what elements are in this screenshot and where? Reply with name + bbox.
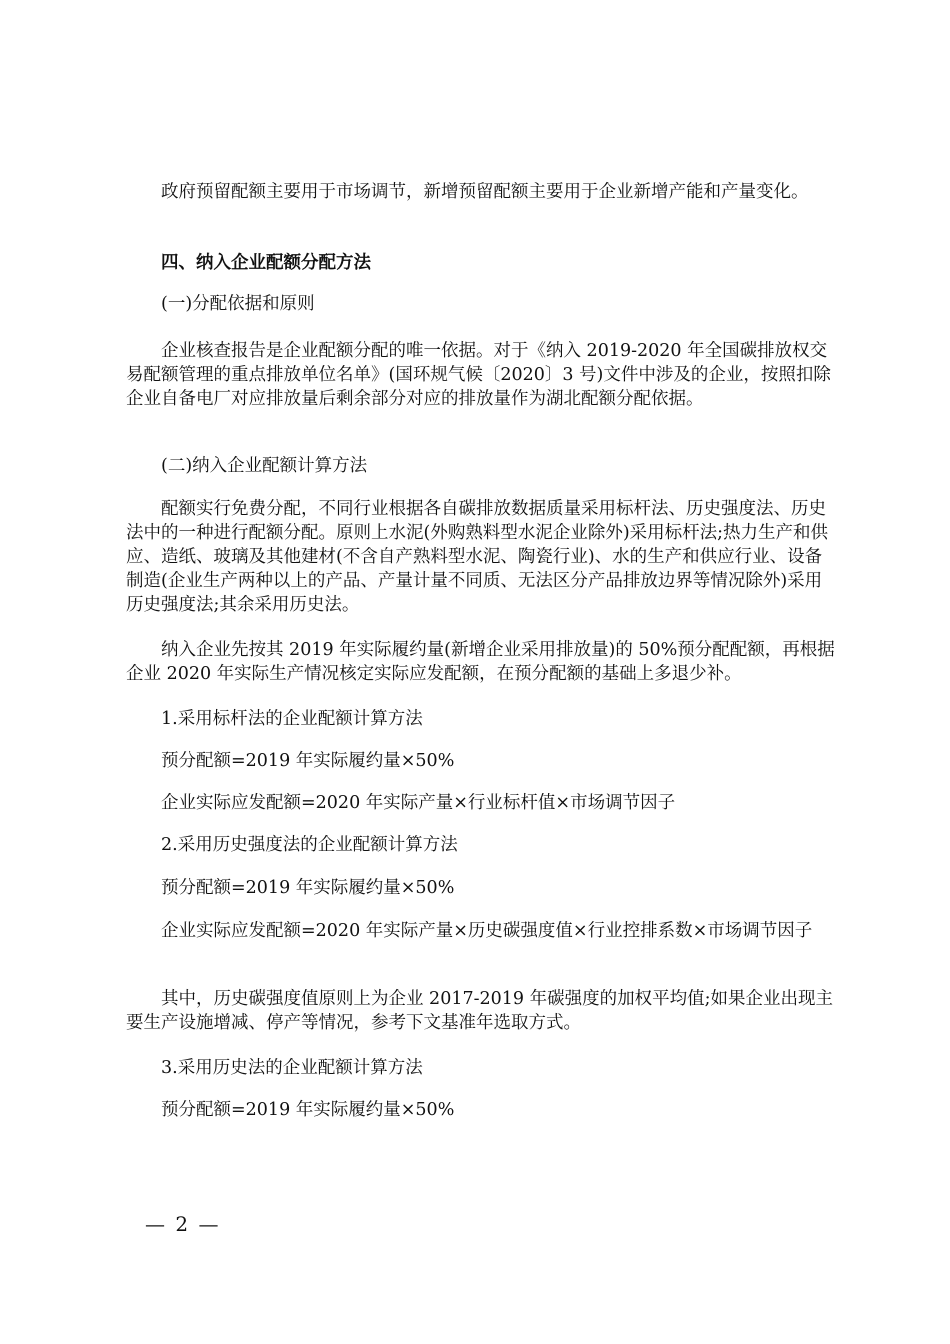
- method-1-actual-allocation-formula: 企业实际应发配额=2020 年实际产量×行业标杆值×市场调节因子: [161, 793, 676, 813]
- paragraph-reserve-quota: 政府预留配额主要用于市场调节，新增预留配额主要用于企业新增产能和产量变化。: [161, 182, 809, 202]
- method-2-intensity-note: 其中，历史碳强度值原则上为企业 2017-2019 年碳强度的加权平均值;如果企业出现主要生产设施增减、停产等情况，参考下文基准年选取方式。: [126, 989, 834, 1033]
- method-1-heading: 1.采用标杆法的企业配额计算方法: [161, 709, 423, 729]
- method-3-heading: 3.采用历史法的企业配额计算方法: [161, 1058, 423, 1078]
- page-number: — 2 —: [145, 1212, 221, 1236]
- paragraph-allocation-basis: 企业核查报告是企业配额分配的唯一依据。对于《纳入 2019-2020 年全国碳排放权交易配额管理的重点排放单位名单》(国环规气候〔2020〕3 号)文件中涉及的企业，按照扣除企业自备电厂对应排放量后剩余部分对应的排放量作为湖北配额分配依据。: [126, 341, 831, 409]
- method-2-heading: 2.采用历史强度法的企业配额计算方法: [161, 835, 458, 855]
- section-heading-allocation-method: 四、纳入企业配额分配方法: [161, 253, 371, 273]
- subheading-calculation-method: (二)纳入企业配额计算方法: [161, 456, 368, 476]
- method-1-pre-allocation-formula: 预分配额=2019 年实际履约量×50%: [161, 751, 455, 771]
- method-2-pre-allocation-formula: 预分配额=2019 年实际履约量×50%: [161, 878, 455, 898]
- method-3-pre-allocation-formula: 预分配额=2019 年实际履约量×50%: [161, 1100, 455, 1120]
- paragraph-allocation-methods: 配额实行免费分配，不同行业根据各自碳排放数据质量采用标杆法、历史强度法、历史法中的一种进行配额分配。原则上水泥(外购熟料型水泥企业除外)采用标杆法;热力生产和供应、造纸、玻璃及其他建材(不含自产熟料型水泥、陶瓷行业)、水的生产和供应行业、设备制造(企业生产两种以上的产品、产量计量不同质、无法区分产品排放边界等情况除外)采用历史强度法;其余采用历史法。: [126, 499, 829, 615]
- paragraph-pre-allocation: 纳入企业先按其 2019 年实际履约量(新增企业采用排放量)的 50%预分配配额，再根据企业 2020 年实际生产情况核定实际应发配额，在预分配额的基础上多退少补。: [126, 640, 835, 684]
- subheading-allocation-basis: (一)分配依据和原则: [161, 294, 315, 314]
- method-2-actual-allocation-formula: 企业实际应发配额=2020 年实际产量×历史碳强度值×行业控排系数×市场调节因子: [161, 921, 813, 941]
